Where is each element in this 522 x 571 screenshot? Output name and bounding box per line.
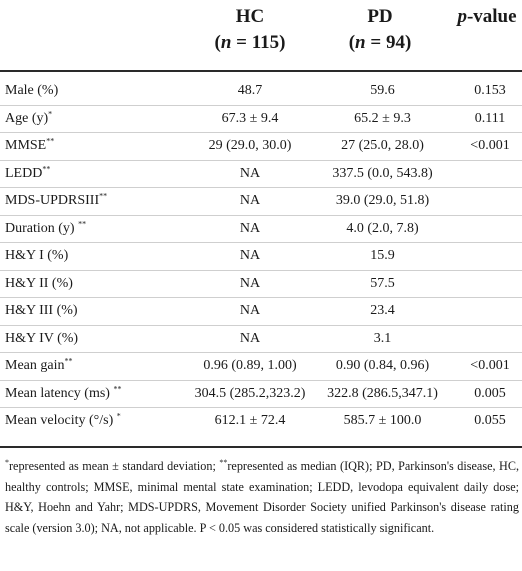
pd-value: 57.5 [370,275,395,291]
table-row [0,188,522,214]
pd-value: 4.0 (2.0, 7.8) [346,220,419,236]
hc-value: NA [239,193,261,208]
table-row [0,216,522,242]
header-rule [0,70,522,72]
row-label: H&Y III (%) [5,303,78,318]
row-label: Duration (y) ** [5,218,87,236]
header-hc-n: (n = 115) [214,32,286,53]
hc-value: NA [239,303,261,318]
table-row [0,381,522,407]
table-row [0,298,522,324]
row-label: H&Y IV (%) [5,330,79,346]
pd-value: 65.2 ± 9.3 [354,110,411,126]
row-label: H&Y I (%) [5,248,69,263]
table-row [0,78,522,104]
pd-value: 337.5 (0.0, 543.8) [332,165,433,181]
header-pvalue-label: p-value [457,6,517,27]
pd-value: 0.90 (0.84, 0.96) [335,358,430,373]
table-row [0,133,522,159]
table-bottom-rule [0,446,522,448]
p-value: 0.153 [474,83,506,98]
hc-value: 48.7 [237,83,263,98]
p-value: <0.001 [470,138,510,153]
row-label: H&Y II (%) [5,275,73,291]
row-label: MMSE** [5,136,55,153]
pd-value: 23.4 [370,303,395,318]
pd-value: 39.0 (29.0, 51.8) [335,193,430,208]
table-row [0,243,522,269]
pd-value: 3.1 [373,330,392,346]
row-label: LEDD** [5,163,51,181]
hc-value: NA [239,330,261,346]
hc-value: 612.1 ± 72.4 [214,413,286,428]
row-label: Mean velocity (°/s) * [5,411,121,428]
pd-value: 322.8 (286.5,347.1) [327,385,438,401]
hc-value: NA [239,220,261,236]
table-row [0,353,522,379]
row-label: MDS-UPDRSIII** [5,191,108,208]
row-label: Age (y)* [5,108,53,126]
header-pd-n: (n = 94) [348,32,412,53]
table-row [0,106,522,132]
pd-value: 27 (25.0, 28.0) [341,138,424,153]
p-value: 0.111 [474,110,506,126]
hc-value: 29 (29.0, 30.0) [208,138,292,153]
hc-value: NA [239,275,261,291]
hc-value: 304.5 (285.2,323.2) [194,385,306,401]
table-row [0,271,522,297]
table-row [0,161,522,187]
row-label: Mean latency (ms) ** [5,383,122,401]
header-hc-label: HC [235,6,265,27]
pd-value: 585.7 ± 100.0 [343,413,422,428]
hc-value: NA [239,165,261,181]
header-pd-label: PD [367,6,393,27]
hc-value: 67.3 ± 9.4 [221,110,279,126]
hc-value: 0.96 (0.89, 1.00) [203,358,297,373]
p-value: 0.055 [474,413,506,428]
p-value: 0.005 [474,385,506,401]
table-footnote: *represented as mean ± standard deviation; **represented as median (IQR); PD, Parkinson's disease, HC, healthy controls; MMSE, minimal mental state examination; LEDD, levodopa equivalent daily dose; H&Y, Hoehn and Yahr; MDS-UPDRS, Movement Disorder Society unified Parkinson's disease rating scale (version 3.0); NA, not applicable. P < 0.05 was considered statistically significant. [5,457,519,535]
table-row [0,408,522,434]
hc-value: NA [239,248,261,263]
row-label: Male (%) [5,83,59,98]
table-row [0,326,522,352]
pd-value: 59.6 [370,83,395,98]
pd-value: 15.9 [370,248,395,263]
row-label: Mean gain** [5,356,73,373]
p-value: <0.001 [470,358,510,373]
